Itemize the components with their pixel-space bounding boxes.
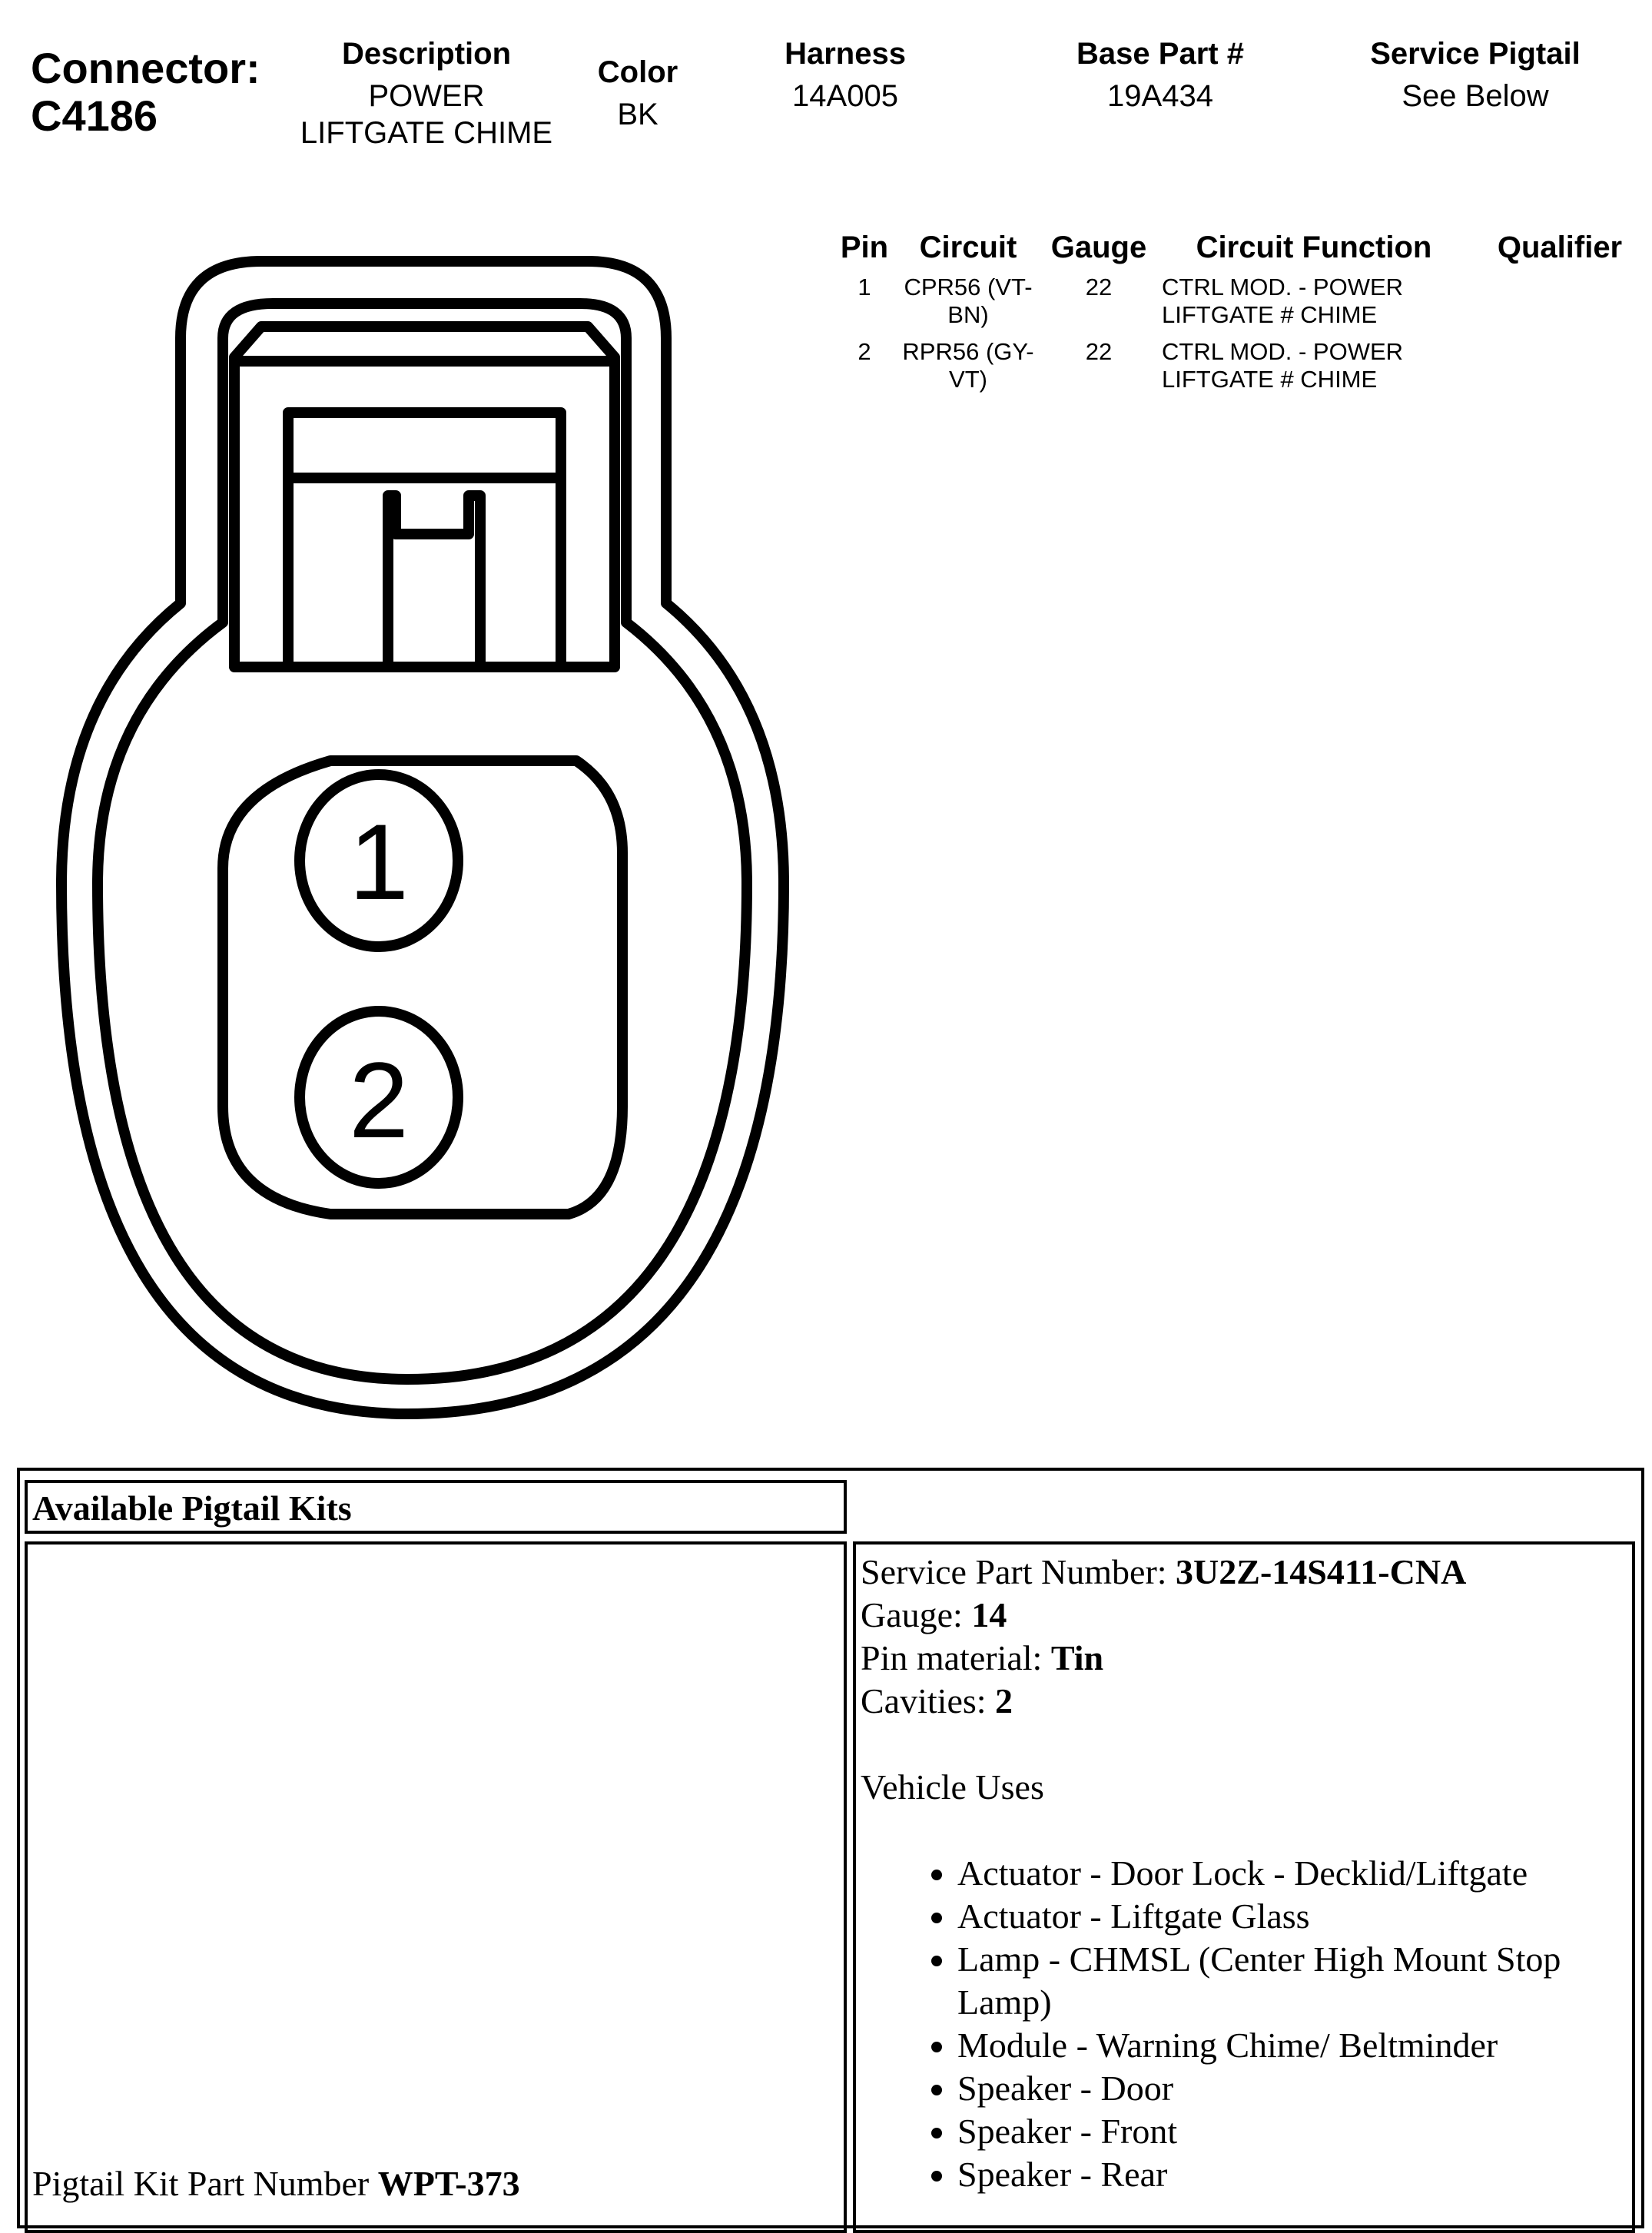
kit-part-value: WPT-373	[377, 2164, 520, 2203]
circuit-function: CTRL MOD. - POWER LIFTGATE # CHIME	[1162, 274, 1404, 328]
pin-material-line	[861, 1637, 1629, 1680]
table-row	[830, 274, 1644, 338]
service-pigtail-label: Service Pigtail	[1370, 37, 1581, 71]
pigtail-details-cell	[853, 1541, 1635, 2233]
pin-material-label: Pin material:	[861, 1638, 1051, 1677]
list-item: • Module - Warning Chime/ Beltminder	[957, 2024, 1629, 2067]
gauge-value: 22	[1085, 274, 1113, 300]
list-item: • Speaker - Rear	[957, 2153, 1629, 2196]
base-part-value: 19A434	[1107, 79, 1213, 113]
description-column	[273, 37, 580, 151]
description-label: Description	[341, 37, 512, 71]
list-item: • Actuator - Door Lock - Decklid/Liftgate	[957, 1852, 1629, 1895]
connector-id: C4186	[31, 91, 158, 140]
cavities-value: 2	[995, 1681, 1013, 1720]
list-item: • Speaker - Front	[957, 2110, 1629, 2153]
pigtail-heading: Available Pigtail Kits	[32, 1488, 352, 1528]
circuit-code: RPR56 (GY-VT)	[902, 338, 1034, 393]
vehicle-uses-list	[861, 1852, 1629, 2196]
circuit-code: CPR56 (VT-BN)	[904, 274, 1033, 328]
latch-key	[388, 496, 480, 667]
circuit-function: CTRL MOD. - POWER LIFTGATE # CHIME	[1162, 338, 1404, 393]
service-part-value: 3U2Z-14S411-CNA	[1176, 1552, 1467, 1591]
cavity-2-label: 2	[349, 1040, 409, 1160]
connector-label: Connector:	[31, 44, 260, 92]
gauge-header: Gauge	[1050, 231, 1147, 264]
pin-table	[830, 231, 1644, 403]
service-part-label: Service Part Number:	[861, 1552, 1176, 1591]
list-item: • Speaker - Door	[957, 2067, 1629, 2110]
kit-part-label: Pigtail Kit Part Number	[32, 2164, 378, 2203]
pin-header: Pin	[840, 231, 889, 264]
cavities-label: Cavities:	[861, 1681, 996, 1720]
service-pigtail-column	[1329, 37, 1621, 114]
base-part-column	[1037, 37, 1283, 114]
table-row	[830, 338, 1644, 403]
harness-value: 14A005	[792, 79, 898, 113]
cavity-region	[223, 761, 622, 1214]
pigtail-gauge-value: 14	[971, 1595, 1007, 1634]
gauge-value: 22	[1085, 338, 1113, 365]
pin-number: 2	[858, 338, 871, 365]
pin-number: 1	[858, 274, 871, 300]
function-header: Circuit Function	[1196, 231, 1432, 264]
connector-face-diagram	[0, 231, 814, 1445]
harness-label: Harness	[785, 37, 906, 71]
pigtail-details	[861, 1551, 1629, 2196]
service-part-line	[861, 1551, 1629, 1594]
harness-column	[738, 37, 953, 114]
pigtail-heading-cell	[25, 1480, 847, 1534]
description-value: POWER LIFTGATE CHIME	[300, 79, 553, 150]
pigtail-image-cell	[25, 1541, 847, 2233]
list-item: • Lamp - CHMSL (Center High Mount Stop Lamp)	[957, 1938, 1629, 2024]
pin-table-header	[830, 231, 1644, 274]
cavities-line	[861, 1680, 1629, 1723]
circuit-header: Circuit	[919, 231, 1017, 264]
list-item: • Actuator - Liftgate Glass	[957, 1895, 1629, 1938]
color-value: BK	[617, 98, 658, 131]
service-pigtail-value: See Below	[1402, 79, 1549, 113]
gauge-line	[861, 1594, 1629, 1637]
vehicle-uses-label: Vehicle Uses	[861, 1767, 1044, 1807]
gauge-label: Gauge:	[861, 1595, 972, 1634]
color-label: Color	[597, 55, 678, 89]
base-part-label: Base Part #	[1076, 37, 1244, 71]
qualifier-header: Qualifier	[1497, 231, 1623, 264]
cavity-1-label: 1	[349, 801, 409, 922]
latch-slot	[288, 413, 561, 667]
pigtail-kit-part	[32, 2162, 520, 2205]
color-column	[569, 55, 707, 133]
connector-header	[31, 45, 260, 140]
pin-material-value: Tin	[1050, 1638, 1104, 1677]
